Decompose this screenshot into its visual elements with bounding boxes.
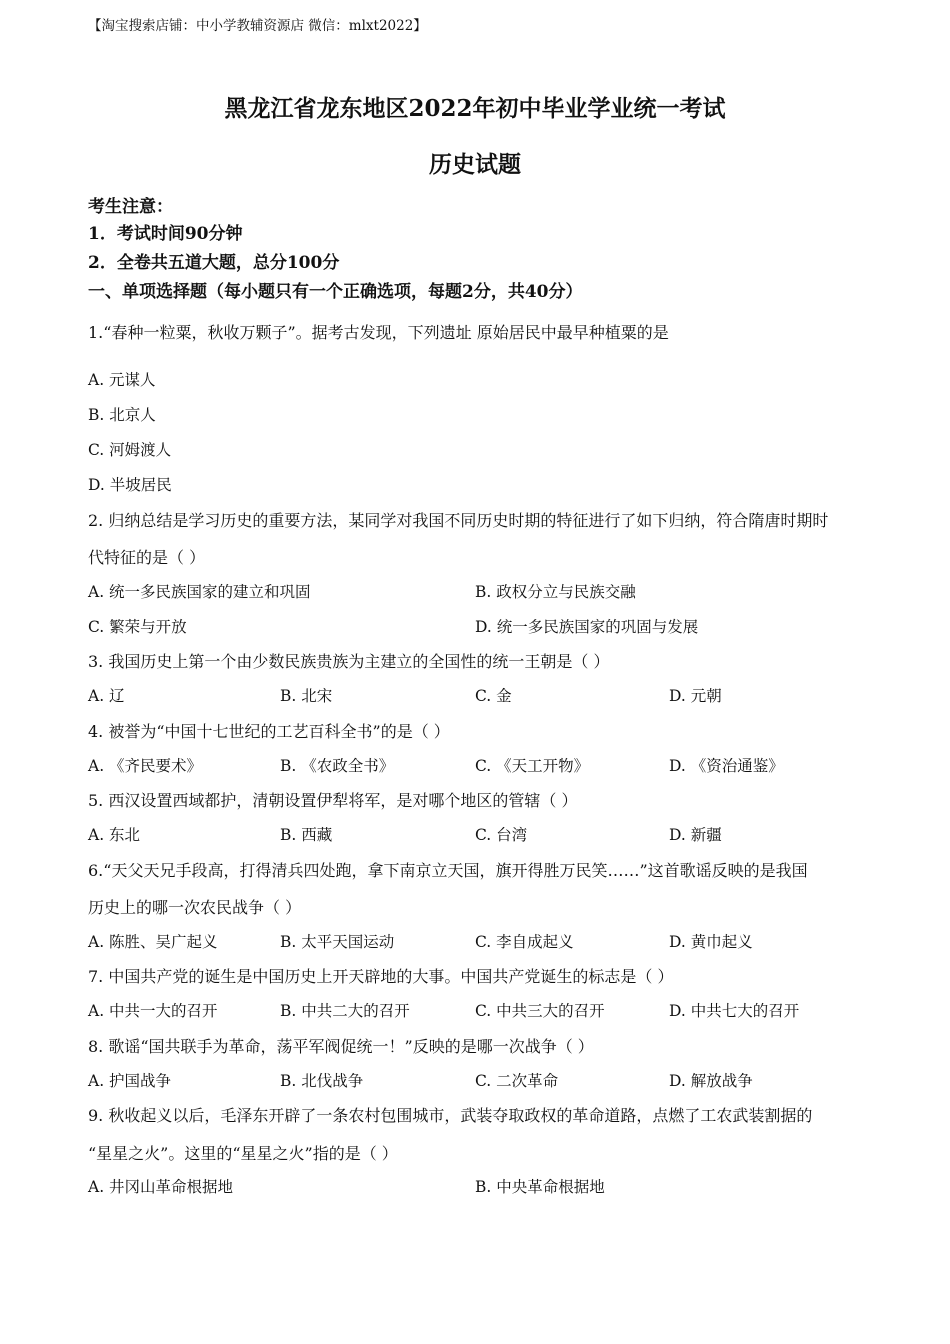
option: C. 《天工开物》 [475, 757, 590, 775]
question-stem: 2. 归纳总结是学习历史的重要方法，某同学对我国不同历史时期的特征进行了如下归纳，符合隋唐时期时 [88, 511, 829, 530]
notice-heading: 考生注意： [88, 197, 173, 217]
option: A. 中共一大的召开 [88, 1002, 218, 1020]
option: C. 李自成起义 [475, 933, 574, 951]
option: C. 河姆渡人 [88, 441, 172, 459]
option: A. 《齐民要术》 [88, 757, 203, 775]
question-stem: 4. 被誉为“中国十七世纪的工艺百科全书”的是（ ） [88, 722, 450, 741]
question-stem: 历史上的哪一次农民战争（ ） [88, 898, 302, 917]
question-stem: 8. 歌谣“国共联手为革命，荡平军阀促统一！”反映的是哪一次战争（ ） [88, 1037, 594, 1056]
option: A. 东北 [88, 826, 141, 844]
option: B. 《农政全书》 [280, 757, 395, 775]
option: A. 统一多民族国家的建立和巩固 [88, 583, 311, 601]
option: A. 辽 [88, 687, 125, 705]
option: B. 北宋 [280, 687, 333, 705]
section-heading: 一、单项选择题（每小题只有一个正确选项，每题2分，共40分） [88, 282, 583, 302]
option: D. 元朝 [669, 687, 722, 705]
option: D. 黄巾起义 [669, 933, 753, 951]
option: D. 《资治通鉴》 [669, 757, 784, 775]
option: B. 西藏 [280, 826, 333, 844]
option: C. 中共三大的召开 [475, 1002, 605, 1020]
question-stem: 5. 西汉设置西域都护，清朝设置伊犁将军，是对哪个地区的管辖（ ） [88, 791, 578, 810]
question-stem: 9. 秋收起义以后，毛泽东开辟了一条农村包围城市，武装夺取政权的革命道路，点燃了工农武装割据的 [88, 1106, 813, 1125]
option: D. 半坡居民 [88, 476, 172, 494]
option: B. 北京人 [88, 406, 156, 424]
question-stem: 1.“春种一粒粟，秋收万颗子”。据考古发现，下列遗址 原始居民中最早种植粟的是 [88, 323, 669, 342]
notice-item: 1．考试时间90分钟 [88, 224, 243, 244]
option: B. 中央革命根据地 [475, 1178, 605, 1196]
option: D. 统一多民族国家的巩固与发展 [475, 618, 699, 636]
question-stem: 7. 中国共产党的诞生是中国历史上开天辟地的大事。中国共产党诞生的标志是（ ） [88, 967, 674, 986]
exam-subtitle: 历史试题 [429, 151, 521, 178]
question-stem: 6.“天父天兄手段高，打得清兵四处跑，拿下南京立天国，旗开得胜万民笑……”这首歌谣反映的是我国 [88, 861, 808, 880]
option: A. 元谋人 [88, 371, 156, 389]
option: B. 政权分立与民族交融 [475, 583, 636, 601]
exam-title: 黑龙江省龙东地区2022年初中毕业学业统一考试 [224, 95, 726, 122]
question-stem: 3. 我国历史上第一个由少数民族贵族为主建立的全国性的统一王朝是（ ） [88, 652, 610, 671]
page-header: 【淘宝搜索店铺：中小学教辅资源店 微信：mlxt2022】 [88, 18, 427, 34]
option: C. 二次革命 [475, 1072, 559, 1090]
option: A. 护国战争 [88, 1072, 172, 1090]
option: A. 陈胜、吴广起义 [88, 933, 218, 951]
notice-item: 2．全卷共五道大题，总分100分 [88, 253, 340, 273]
option: B. 太平天国运动 [280, 933, 395, 951]
option: C. 金 [475, 687, 512, 705]
option: C. 台湾 [475, 826, 528, 844]
option: B. 中共二大的召开 [280, 1002, 410, 1020]
question-stem: “星星之火”。这里的“星星之火”指的是（ ） [88, 1144, 398, 1163]
option: D. 新疆 [669, 826, 722, 844]
option: A. 井冈山革命根据地 [88, 1178, 234, 1196]
question-stem: 代特征的是（ ） [88, 548, 206, 567]
option: D. 解放战争 [669, 1072, 753, 1090]
option: D. 中共七大的召开 [669, 1002, 800, 1020]
option: B. 北伐战争 [280, 1072, 364, 1090]
option: C. 繁荣与开放 [88, 618, 187, 636]
